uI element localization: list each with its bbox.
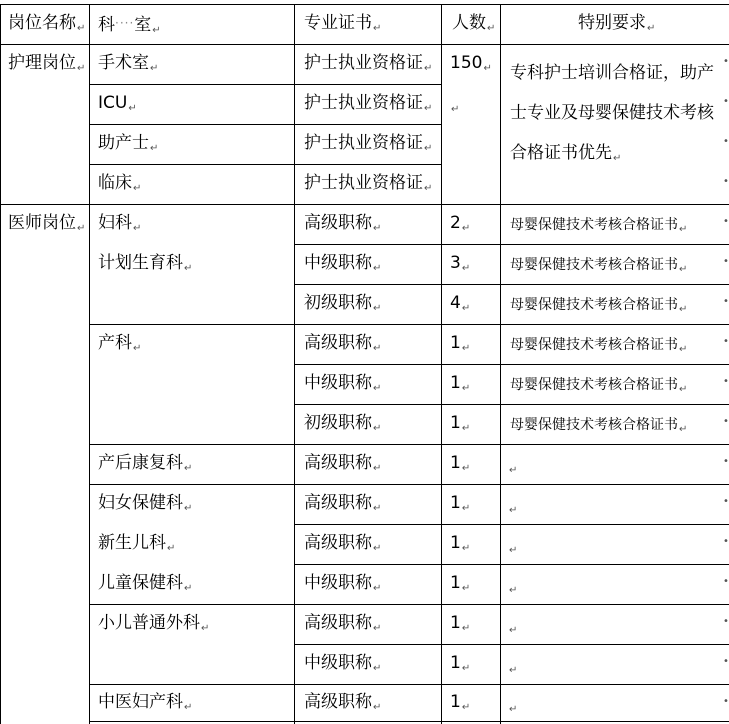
row-end-mark: • <box>723 616 729 627</box>
row-divider <box>294 404 729 405</box>
row-end-mark: • <box>723 696 729 707</box>
table-border-left <box>0 4 1 724</box>
req-cell: 母婴保健技术考核合格证书$_↵$ <box>510 377 688 395</box>
row-end-mark: • <box>723 536 729 547</box>
row-end-mark: • <box>723 256 729 267</box>
cert-cell: 中级职称↵ <box>304 573 382 594</box>
dept-cell: 中医妇产科↵ <box>98 692 193 713</box>
row-end-mark: • <box>723 216 729 227</box>
row-divider <box>89 484 729 485</box>
req-cell: 母婴保健技术考核合格证书$_↵$ <box>510 297 688 315</box>
req-cell: 母婴保健技术考核合格证书$_↵$ <box>510 337 688 355</box>
row-end-mark: • <box>723 416 729 427</box>
cert-cell: 高级职称↵ <box>304 453 382 474</box>
row-divider <box>294 244 729 245</box>
count-cell: 1↵ <box>450 493 471 514</box>
cert-cell: 初级职称↵ <box>304 293 382 314</box>
row-end-mark: • <box>723 176 729 187</box>
cert-cell: 护士执业资格证↵ <box>304 53 433 74</box>
header-req: 特别要求↵ <box>578 13 656 34</box>
header-dept: 科····室↵ <box>98 15 161 36</box>
count-cell: 2↵ <box>450 213 471 234</box>
post-doctor: 医师岗位↵ <box>8 213 86 234</box>
row-divider <box>294 644 729 645</box>
count-nursing: 150↵ <box>450 53 492 74</box>
cert-cell: 护士执业资格证↵ <box>304 173 433 194</box>
row-end-mark: • <box>723 296 729 307</box>
row-divider <box>89 721 729 722</box>
row-end-mark: • <box>723 96 729 107</box>
count-cell: 3↵ <box>450 253 471 274</box>
req-cell: 母婴保健技术考核合格证书$_↵$ <box>510 257 688 275</box>
dept-cell: 临床↵ <box>98 173 142 194</box>
cert-cell: 高级职称↵ <box>304 213 382 234</box>
req-cell: 母婴保健技术考核合格证书$_↵$ <box>510 217 688 235</box>
cert-cell: 高级职称↵ <box>304 533 382 554</box>
cert-cell: 高级职称↵ <box>304 333 382 354</box>
row-divider <box>89 84 441 85</box>
dept-cell: ICU↵ <box>98 93 137 114</box>
req-cell: 母婴保健技术考核合格证书$_↵$ <box>510 417 688 435</box>
row-divider <box>294 524 729 525</box>
row-divider <box>89 684 729 685</box>
row-divider <box>89 124 441 125</box>
count-cell: 1↵ <box>450 453 471 474</box>
req-cell: ↵ <box>509 665 518 676</box>
row-end-mark: • <box>723 576 729 587</box>
count-cell: 1↵ <box>450 373 471 394</box>
dept-cell: 手术室↵ <box>98 53 159 74</box>
row-divider <box>0 44 729 45</box>
req-cell: ↵ <box>509 465 518 476</box>
count-cell: 4↵ <box>450 293 471 314</box>
dept-cell: 新生儿科↵ <box>98 533 176 554</box>
cert-cell: 中级职称↵ <box>304 373 382 394</box>
header-cert: 专业证书↵ <box>304 13 382 34</box>
count-cell: 1↵ <box>450 692 471 713</box>
req-nursing: 专科护士培训合格证，助产士专业及母婴保健技术考核合格证书优先↵ <box>510 63 714 164</box>
row-divider <box>89 324 729 325</box>
req-cell: ↵ <box>509 545 518 556</box>
row-end-mark: • <box>723 376 729 387</box>
count-cell: 1↵ <box>450 573 471 594</box>
row-divider <box>0 204 729 205</box>
count-cell: 1↵ <box>450 653 471 674</box>
cert-cell: 护士执业资格证↵ <box>304 133 433 154</box>
post-nursing: 护理岗位↵ <box>8 53 86 74</box>
count-cell: 1↵ <box>450 333 471 354</box>
row-end-mark: • <box>723 136 729 147</box>
dept-cell: 助产士↵ <box>98 133 159 154</box>
req-cell: ↵ <box>509 505 518 516</box>
cert-cell: 高级职称↵ <box>304 493 382 514</box>
row-divider <box>89 604 729 605</box>
header-post: 岗位名称↵ <box>8 13 86 34</box>
dept-cell: 产科↵ <box>98 333 142 354</box>
row-end-mark: • <box>723 656 729 667</box>
cert-cell: 高级职称↵ <box>304 692 382 713</box>
cert-cell: 中级职称↵ <box>304 653 382 674</box>
count-mark: ↵ <box>451 104 460 115</box>
dept-cell: 妇女保健科↵ <box>98 493 193 514</box>
row-end-mark: • <box>723 456 729 467</box>
row-end-mark: • <box>723 336 729 347</box>
count-cell: 1↵ <box>450 533 471 554</box>
col-divider-1 <box>89 4 90 724</box>
dept-cell: 产后康复科↵ <box>98 453 193 474</box>
req-cell: ↵ <box>509 625 518 636</box>
dept-cell: 儿童保健科↵ <box>98 573 193 594</box>
count-cell: 1↵ <box>450 613 471 634</box>
row-divider <box>89 444 729 445</box>
cert-cell: 初级职称↵ <box>304 413 382 434</box>
table-border-top <box>0 4 729 5</box>
row-end-mark: • <box>723 496 729 507</box>
row-divider <box>294 364 729 365</box>
count-cell: 1↵ <box>450 413 471 434</box>
req-cell: ↵ <box>509 585 518 596</box>
row-divider <box>294 564 729 565</box>
row-divider <box>294 284 729 285</box>
dept-cell: 计划生育科↵ <box>98 253 193 274</box>
dept-cell: 妇科↵ <box>98 213 142 234</box>
cert-cell: 护士执业资格证↵ <box>304 93 433 114</box>
dept-cell: 小儿普通外科↵ <box>98 613 210 634</box>
req-cell: ↵ <box>509 704 518 715</box>
row-end-mark: • <box>723 56 729 67</box>
row-divider <box>89 164 441 165</box>
cert-cell: 高级职称↵ <box>304 613 382 634</box>
header-count: 人数↵ <box>452 13 496 34</box>
cert-cell: 中级职称↵ <box>304 253 382 274</box>
